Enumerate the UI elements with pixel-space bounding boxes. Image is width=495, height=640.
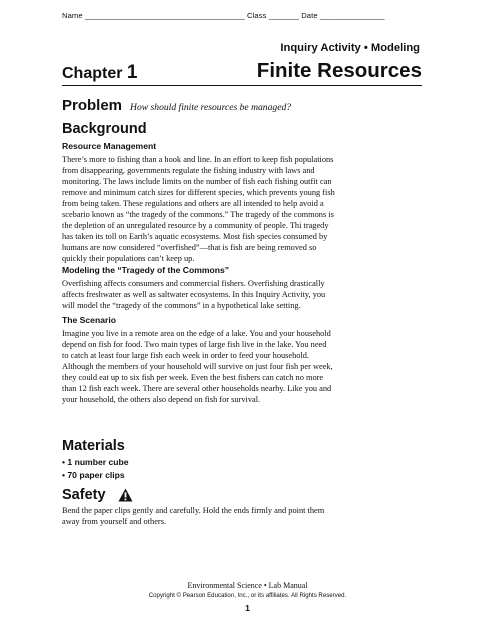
materials-item: • 1 number cube bbox=[62, 457, 129, 467]
paragraph-line: to catch at least four large fish each week in order to feed your household. bbox=[62, 351, 310, 361]
paragraph-line: scebario known as “the tragedy of the commons.” The tragedy of the commons is bbox=[62, 210, 334, 220]
scenario-heading: The Scenario bbox=[62, 315, 116, 325]
paragraph-line: Bend the paper clips gently and carefully. Hold the ends firmly and point them bbox=[62, 506, 325, 515]
materials-item: • 70 paper clips bbox=[62, 470, 125, 480]
materials-heading: Materials bbox=[62, 438, 125, 454]
paragraph-line: affects freshwater as well as saltwater ecosystems. In this Inquiry Activity, you bbox=[62, 290, 326, 300]
resource-management-heading: Resource Management bbox=[62, 141, 157, 151]
paragraph-line: away from yourself and others. bbox=[62, 517, 167, 527]
footer-copyright: Copyright © Pearson Education, Inc., or its affiliates. All Rights Reserved. bbox=[148, 592, 347, 599]
problem-row bbox=[62, 97, 291, 115]
resource-management-paragraph bbox=[62, 154, 422, 264]
modeling-heading: Modeling the “Tragedy of the Commons” bbox=[62, 265, 230, 275]
scenario-paragraph bbox=[62, 328, 422, 405]
paragraph-line: There’s more to fishing than a hook and line. In an effort to keep fish populations bbox=[62, 155, 334, 164]
page-number: 1 bbox=[245, 603, 250, 613]
safety-heading: Safety bbox=[62, 487, 106, 503]
chapter-label: Chapter bbox=[62, 65, 123, 82]
modeling-paragraph bbox=[62, 278, 422, 311]
paragraph-line: will model the “tragedy of the commons” in a hypothetical lake setting. bbox=[62, 301, 301, 311]
footer-manual-title: Environmental Science • Lab Manual bbox=[187, 581, 308, 590]
chapter-heading bbox=[62, 62, 137, 84]
paragraph-line: has taken its toll on Earth’s aquatic ecosystems. Most fish species consumed by bbox=[62, 232, 328, 242]
paragraph-line: from being taken. These regulations and others are all intended to help avoid a bbox=[62, 199, 324, 209]
paragraph-line: Overfishing affects consumers and commercial fishers. Overfishing drastically bbox=[62, 279, 325, 288]
paragraph-line: remove and minimum catch sizes for different species, which prevents young fish bbox=[62, 188, 335, 198]
paragraph-line: from disappearing, governments regulate the fishing industry with laws and bbox=[62, 166, 315, 176]
paragraph-line: Although the members of your household will survive on just four fish per week, bbox=[62, 362, 333, 372]
paragraph-line: humans are now considered “overfished”—that is fish are being removed so bbox=[62, 243, 317, 253]
paragraph-line: Imagine you live in a remote area on the edge of a lake. You and your household bbox=[62, 329, 331, 338]
header-name-class-date-line: Name _____________________________________ Class _______ Date _______________ bbox=[62, 11, 385, 20]
paragraph-line: depend on fish for food. Two main types of large fish live in the lake. You need bbox=[62, 340, 327, 350]
title-rule bbox=[62, 85, 422, 86]
problem-label: Problem bbox=[62, 97, 123, 114]
background-heading: Background bbox=[62, 121, 147, 137]
paragraph-line: monitoring. The laws include limits on the number of fish each fishing outfit can bbox=[62, 177, 332, 187]
warning-triangle-icon bbox=[118, 488, 133, 502]
paragraph-line: quickly their populations can’t keep up. bbox=[62, 254, 195, 264]
problem-question: How should finite resources be managed? bbox=[130, 102, 292, 113]
paragraph-line: your household, the others also depend on fish for survival. bbox=[62, 395, 261, 405]
paragraph-line: they could eat up to six fish per week. Even the best fishers can catch no more bbox=[62, 373, 324, 383]
activity-label: Inquiry Activity • Modeling bbox=[280, 42, 420, 54]
page-title: Finite Resources bbox=[256, 59, 422, 82]
paragraph-line: the depletion of an unregulated resource by a community of people. Thi tragedy bbox=[62, 221, 329, 231]
chapter-number: 1 bbox=[126, 62, 138, 83]
safety-paragraph bbox=[62, 505, 422, 527]
paragraph-line: than 12 fish each week. There are several other households nearby. Like you and bbox=[62, 384, 332, 394]
